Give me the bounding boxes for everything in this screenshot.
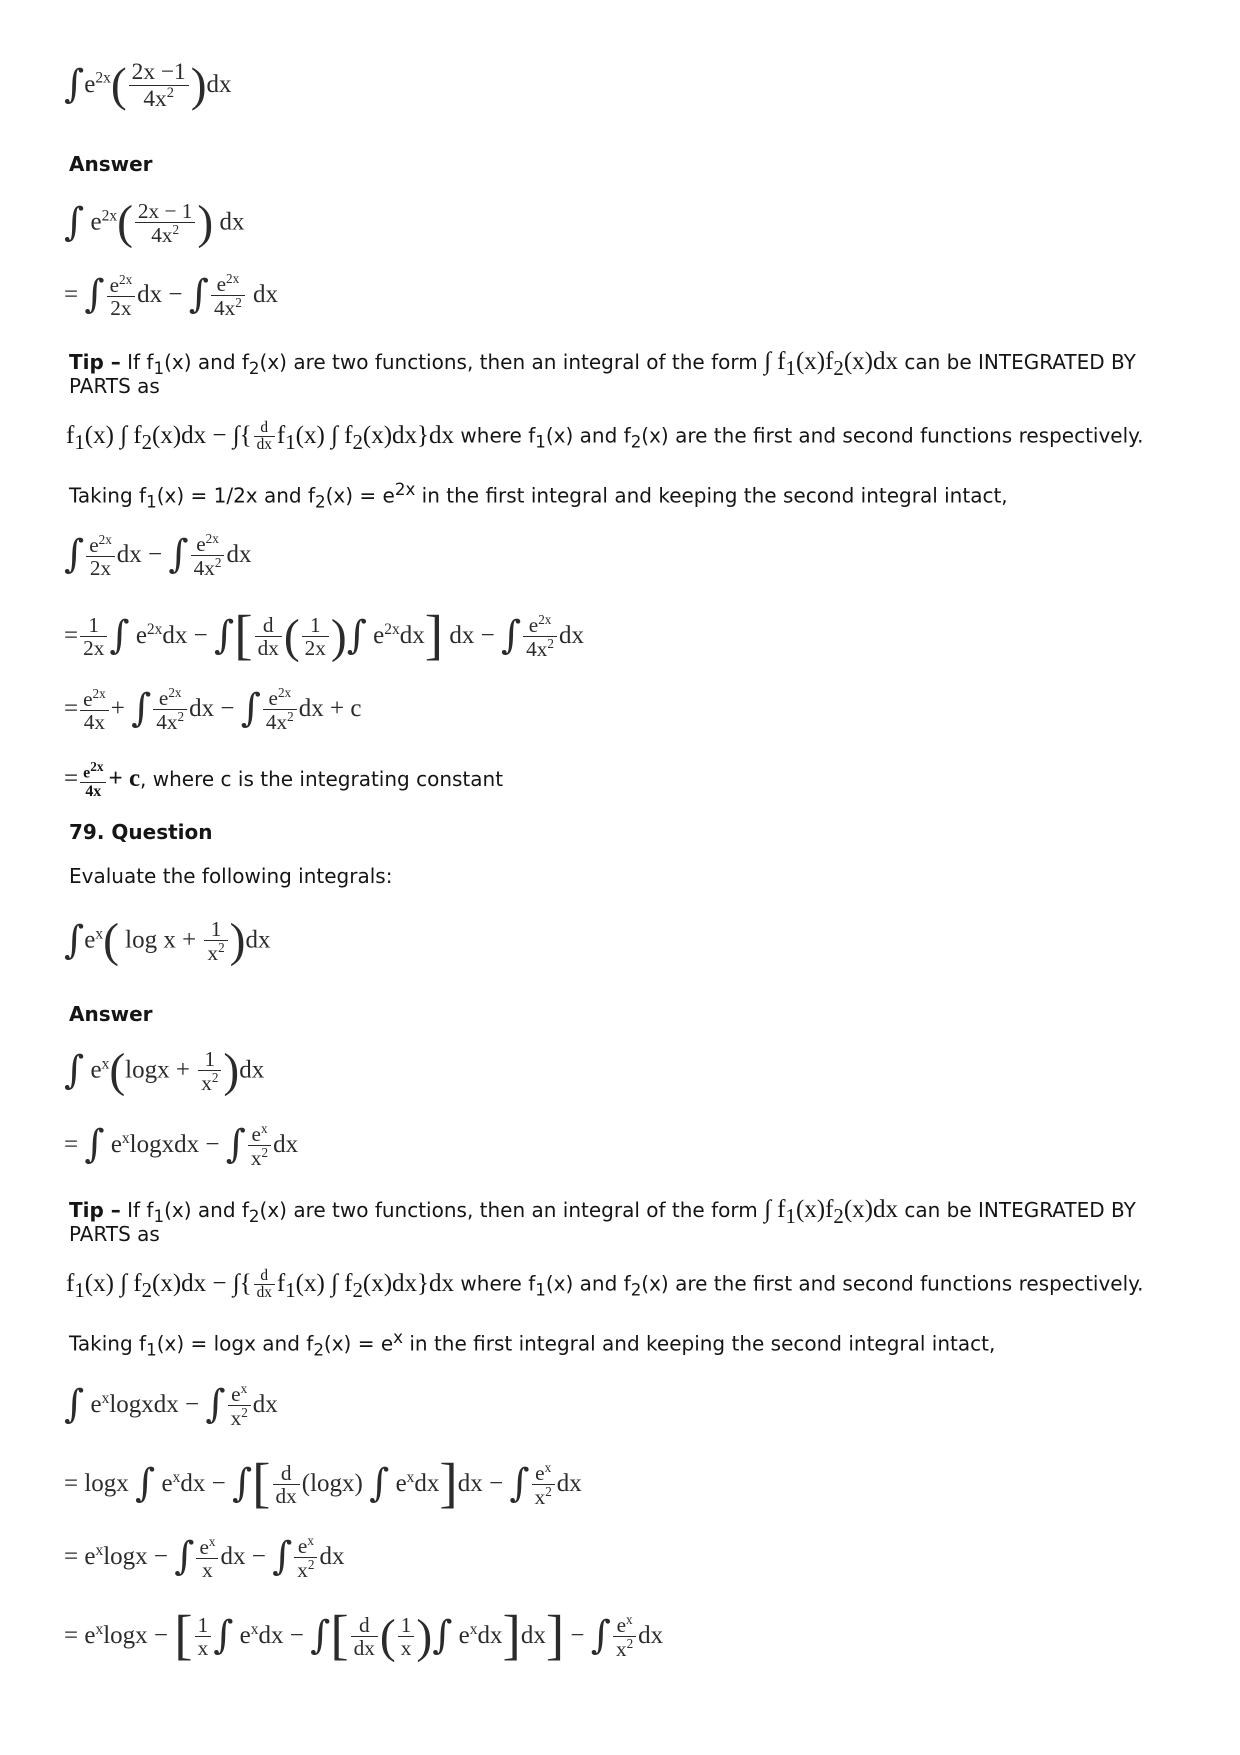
taking2-sub-1: 1 (146, 1340, 157, 1360)
where-sub-1: 1 (535, 432, 546, 452)
parts-formula-line-2 (66, 1268, 1144, 1303)
tip2-text-a: If f (120, 1198, 154, 1222)
taking-paragraph-1 (69, 480, 1008, 512)
step-79-c: = $e^x\log x$ − ∫ $\frac{e^x}{x}$ dx − ∫ $\frac{e^x}{x^2}$ dx (64, 1533, 345, 1583)
tip-text-c: (x) are two functions, then an integral of the form (259, 350, 765, 374)
integral-form-formula-2: ∫ $f_1(x)f_2(x)dx$ (764, 1196, 898, 1228)
step-79-a: ∫ $e^xlogxdx$ − ∫ $\frac{e^x}{x^2}$ dx (64, 1381, 278, 1431)
tip-text-b: (x) and f (164, 350, 249, 374)
step-78-a: ∫ $\frac{e^{2x}}{2x}$ dx − ∫ $\frac{e^{2x}}{4x^2}$ dx (64, 531, 252, 581)
step-78-c: = $\frac{e^{2x}}{4x}$ + ∫ $\frac{e^{2x}}{4x^2}$ dx − ∫ $\frac{e^{2x}}{4x^2}$ dx + c (64, 685, 362, 735)
answer-heading-79: Answer (69, 1002, 153, 1026)
taking1-sub-2: 2 (315, 492, 326, 512)
taking2-a: Taking f (69, 1331, 147, 1356)
step-79-b: = logx ∫ $e^xdx$ − ∫[ $\frac{d}{dx}$ (logx) ∫ $e^xdx]dx$ − ∫ $\frac{e^x}{x^2}$ dx (64, 1452, 582, 1513)
tip-sub-1: 1 (153, 359, 165, 378)
where-c: (x) are the first and second functions respectively. (641, 423, 1144, 448)
answer-78-line2: = ∫ $\frac{e^{2x}}{2x}$ dx − ∫ $\frac{e^{2x}}{4x^2}$ dx (64, 271, 279, 321)
parts-formula-2: $f_1(x)$ ∫ $f_2(x)dx$ − ∫{ $\frac{d}{dx}$ $f_1(x)$ ∫ $f_2(x)dx\}dx$ (66, 1267, 455, 1302)
answer-78-line1: ∫ $e^{2x}$( $\frac{2x - 1}{4x^2}$ ) dx (64, 197, 245, 250)
taking1-sub-1: 1 (146, 492, 157, 512)
tip-paragraph-2 (69, 1196, 1136, 1229)
tip2-text-b: (x) and f (164, 1198, 249, 1222)
tip-paragraph-2-line2: PARTS as (69, 1222, 160, 1246)
where-sub-2: 2 (630, 432, 642, 452)
tip-label-2: Tip – (69, 1198, 121, 1222)
where2-sub-2: 2 (630, 1280, 642, 1300)
answer-79-line1: ∫ $e^x(\log x$ + $\frac{1}{x^2}$ )dx (64, 1045, 265, 1098)
question-79-heading: 79. Question (69, 820, 213, 844)
taking2-sup: x (393, 1328, 403, 1347)
tip2-sub-1: 1 (153, 1207, 165, 1226)
where2-c: (x) are the first and second functions respectively. (641, 1271, 1144, 1296)
taking2-d: in the first integral and keeping the second integral intact, (403, 1331, 996, 1356)
result-78 (64, 760, 503, 801)
tip2-text-d: can be INTEGRATED BY (898, 1198, 1136, 1222)
tip-sub-2: 2 (248, 359, 260, 378)
integral-form-formula: ∫ $f_1(x)f_2(x)dx$ (764, 348, 898, 380)
parts-formula-line-1 (66, 420, 1144, 455)
taking2-c: (x) = e (323, 1331, 394, 1356)
step-78-b: = $\frac{1}{2x}$ ∫ $e^{2x}dx$ − ∫[ $\frac{d}{dx}$ ( $\frac{1}{2x}$ )∫ $e^{2x}dx$] dx − ∫ $\frac{e^{2x}}{4x^2}$ dx (64, 604, 584, 665)
taking-paragraph-2 (69, 1328, 995, 1360)
where2-b: (x) and f (545, 1271, 631, 1296)
parts-formula: $f_1(x)$ ∫ $f_2(x)dx$ − ∫{ $\frac{d}{dx}$ $f_1(x)$ ∫ $f_2(x)dx\}dx$ (66, 419, 455, 454)
where2-sub-1: 1 (535, 1280, 546, 1300)
tip-paragraph-1-line2: PARTS as (69, 374, 160, 398)
taking2-sub-2: 2 (313, 1340, 324, 1360)
taking2-b: (x) = logx and f (156, 1331, 314, 1356)
taking1-b: (x) = 1/2x and f (156, 483, 316, 508)
taking1-d: in the first integral and keeping the second integral intact, (415, 483, 1008, 508)
answer-heading: Answer (69, 152, 153, 176)
where-a: where f (454, 423, 536, 448)
problem-79-integral: $\int e^x$( log x + $\frac{1}{x^2}$ )dx (64, 915, 271, 968)
constant-note: , where c is the integrating constant (140, 767, 504, 792)
problem-78-integral: $\int e^{2x}$( $\frac{2x -1}{4x^2}$ )dx (64, 59, 232, 112)
tip2-sub-2: 2 (248, 1207, 260, 1226)
where-b: (x) and f (545, 423, 631, 448)
tip-text-a: If f (120, 350, 154, 374)
answer-79-line2: = ∫ $e^xlogxdx$ − ∫ $\frac{e^x}{x^2}$ dx (64, 1121, 299, 1171)
taking1-c: (x) = e (325, 483, 395, 508)
result-78-formula: = $\frac{e^{2x}}{4x}$ + c (64, 759, 141, 801)
where2-a: where f (454, 1271, 536, 1296)
tip-text-d: can be INTEGRATED BY (898, 350, 1136, 374)
taking1-a: Taking f (69, 483, 147, 508)
tip-label: Tip – (69, 350, 121, 374)
question-79-instruction: Evaluate the following integrals: (69, 864, 393, 888)
taking1-sup: 2x (394, 480, 416, 499)
step-79-d: = $e^x\log x$ − [ $\frac{1}{x}$ ∫ $e^xdx$ − ∫[ $\frac{d}{dx}$ ( $\frac{1}{x}$ )∫ $e^xdx]dx$] − ∫ $\frac{e^x}{x^2}$ dx (64, 1604, 664, 1665)
tip2-text-c: (x) are two functions, then an integral of the form (259, 1198, 765, 1222)
tip-paragraph-1 (69, 348, 1136, 381)
